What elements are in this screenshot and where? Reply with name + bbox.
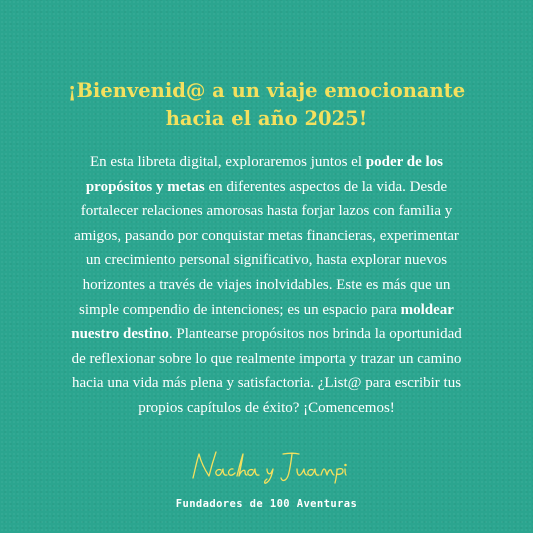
paragraph-line: hacia una vida más plena y satisfactoria. ¿List@ para escribir tus	[71, 375, 462, 392]
paragraph-line	[30, 150, 503, 175]
paragraph-line	[30, 175, 503, 200]
paragraph-line: propios capítulos de éxito? ¡Comencemos!	[138, 399, 395, 416]
paragraph-line: horizontes a través de viajes inolvidables. Este es más que un	[82, 276, 451, 293]
paragraph-line: de reflexionar sobre lo que realmente importa y trazar un camino	[71, 350, 462, 367]
text-run: . Plantearse propósitos nos brinda la oportunidad	[168, 326, 462, 343]
paragraph-line: amigos, pasando por conquistar metas financieras, experimentar	[74, 227, 459, 244]
paragraph-line	[30, 322, 503, 347]
text-run: En esta libreta digital, exploraremos juntos el	[90, 154, 366, 170]
text-run: en diferentes aspectos de la vida. Desde	[204, 178, 448, 195]
bold-text-run: moldear	[400, 301, 454, 318]
paragraph-line	[30, 298, 503, 323]
paragraph-line: un crecimiento personal significativo, hasta explorar nuevos	[85, 252, 448, 269]
intro-paragraph	[30, 150, 503, 421]
signature-graphic	[187, 448, 347, 484]
bold-text-run: poder de los	[365, 154, 443, 170]
handwritten-signature	[0, 448, 533, 484]
heading-line-2: hacia el año 2025!	[165, 107, 368, 130]
tagline: Fundadores de 100 Aventuras	[175, 498, 358, 510]
bold-text-run: nuestro destino	[71, 326, 169, 343]
paragraph-line: fortalecer relaciones amorosas hasta forjar lazos con familia y	[80, 203, 453, 220]
bold-text-run: propósitos y metas	[85, 178, 205, 195]
heading-line-1: ¡Bienvenid@ a un viaje emocionante	[67, 79, 466, 102]
text-run: simple compendio de intenciones; es un espacio para	[79, 301, 401, 318]
